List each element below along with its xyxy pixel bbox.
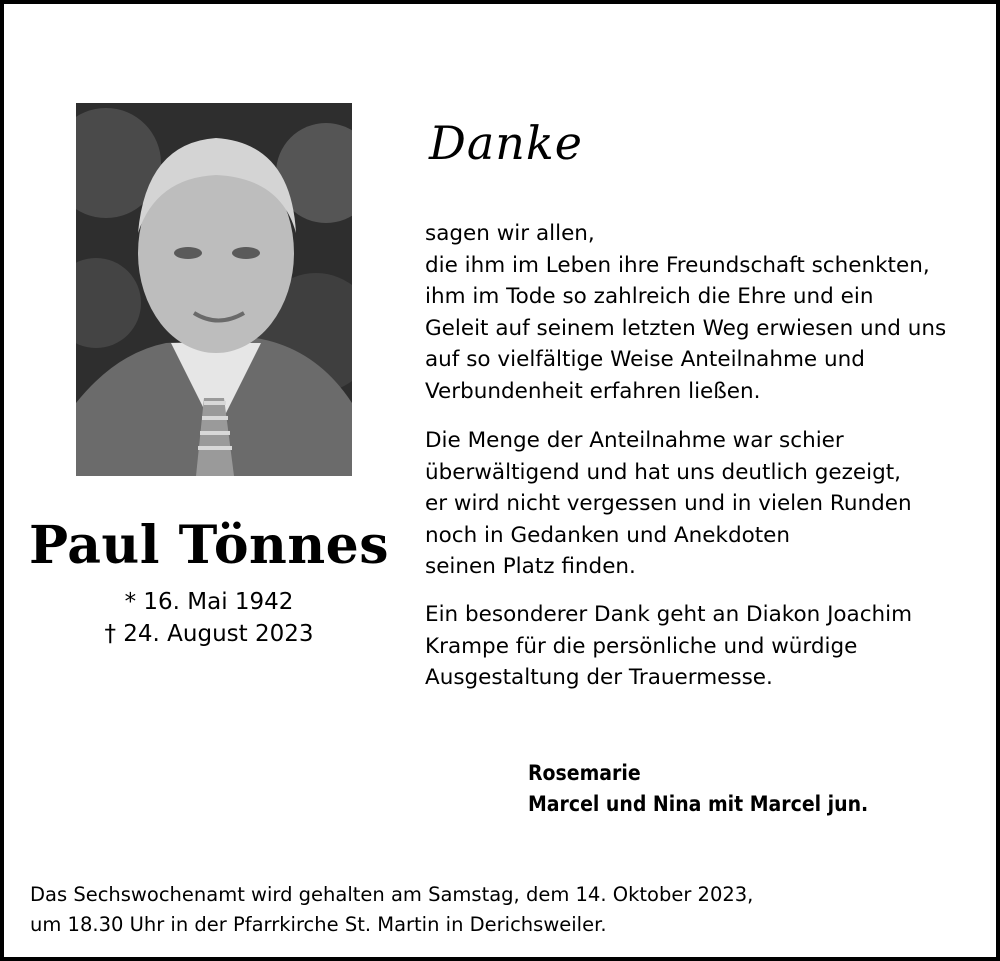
- footer-line: Das Sechswochenamt wird gehalten am Samstag, dem 14. Oktober 2023,: [30, 883, 754, 906]
- signer-line: Rosemarie: [528, 761, 641, 785]
- thanks-paragraph-3: [425, 599, 990, 694]
- heading-danke: Danke: [429, 116, 584, 170]
- portrait-photo: [76, 103, 352, 476]
- thanks-paragraph-1: [425, 218, 990, 407]
- text-line: Verbundenheit erfahren ließen.: [425, 378, 761, 404]
- life-dates: [44, 586, 374, 650]
- thanks-paragraph-2: [425, 425, 990, 583]
- text-line: auf so vielfältige Weise Anteilnahme und: [425, 347, 865, 372]
- text-line: er wird nicht vergessen und in vielen Runden: [425, 491, 912, 516]
- footer-line: um 18.30 Uhr in der Pfarrkirche St. Martin in Derichsweiler.: [30, 913, 607, 936]
- deceased-name: Paul Tönnes: [29, 515, 389, 576]
- birth-date: * 16. Mai 1942: [124, 589, 294, 615]
- text-line: Geleit auf seinem letzten Weg erwiesen und uns: [425, 315, 947, 341]
- text-line: Krampe für die persönliche und würdige: [425, 633, 858, 659]
- text-line: ihm im Tode so zahlreich die Ehre und ein: [425, 284, 874, 309]
- text-line: die ihm im Leben ihre Freundschaft schenkten,: [425, 252, 930, 278]
- text-line: Die Menge der Anteilnahme war schier: [425, 428, 844, 453]
- text-line: seinen Platz finden.: [425, 554, 636, 579]
- service-announcement: [30, 880, 980, 940]
- signers: [528, 758, 868, 820]
- text-line: Ausgestaltung der Trauermesse.: [425, 665, 773, 690]
- text-line: noch in Gedanken und Anekdoten: [425, 522, 791, 548]
- signer-line: Marcel und Nina mit Marcel jun.: [528, 792, 869, 816]
- text-line: sagen wir allen,: [425, 221, 595, 246]
- death-date: † 24. August 2023: [104, 621, 314, 647]
- text-line: Ein besonderer Dank geht an Diakon Joachim: [425, 602, 913, 627]
- text-line: überwältigend und hat uns deutlich gezeigt,: [425, 459, 901, 485]
